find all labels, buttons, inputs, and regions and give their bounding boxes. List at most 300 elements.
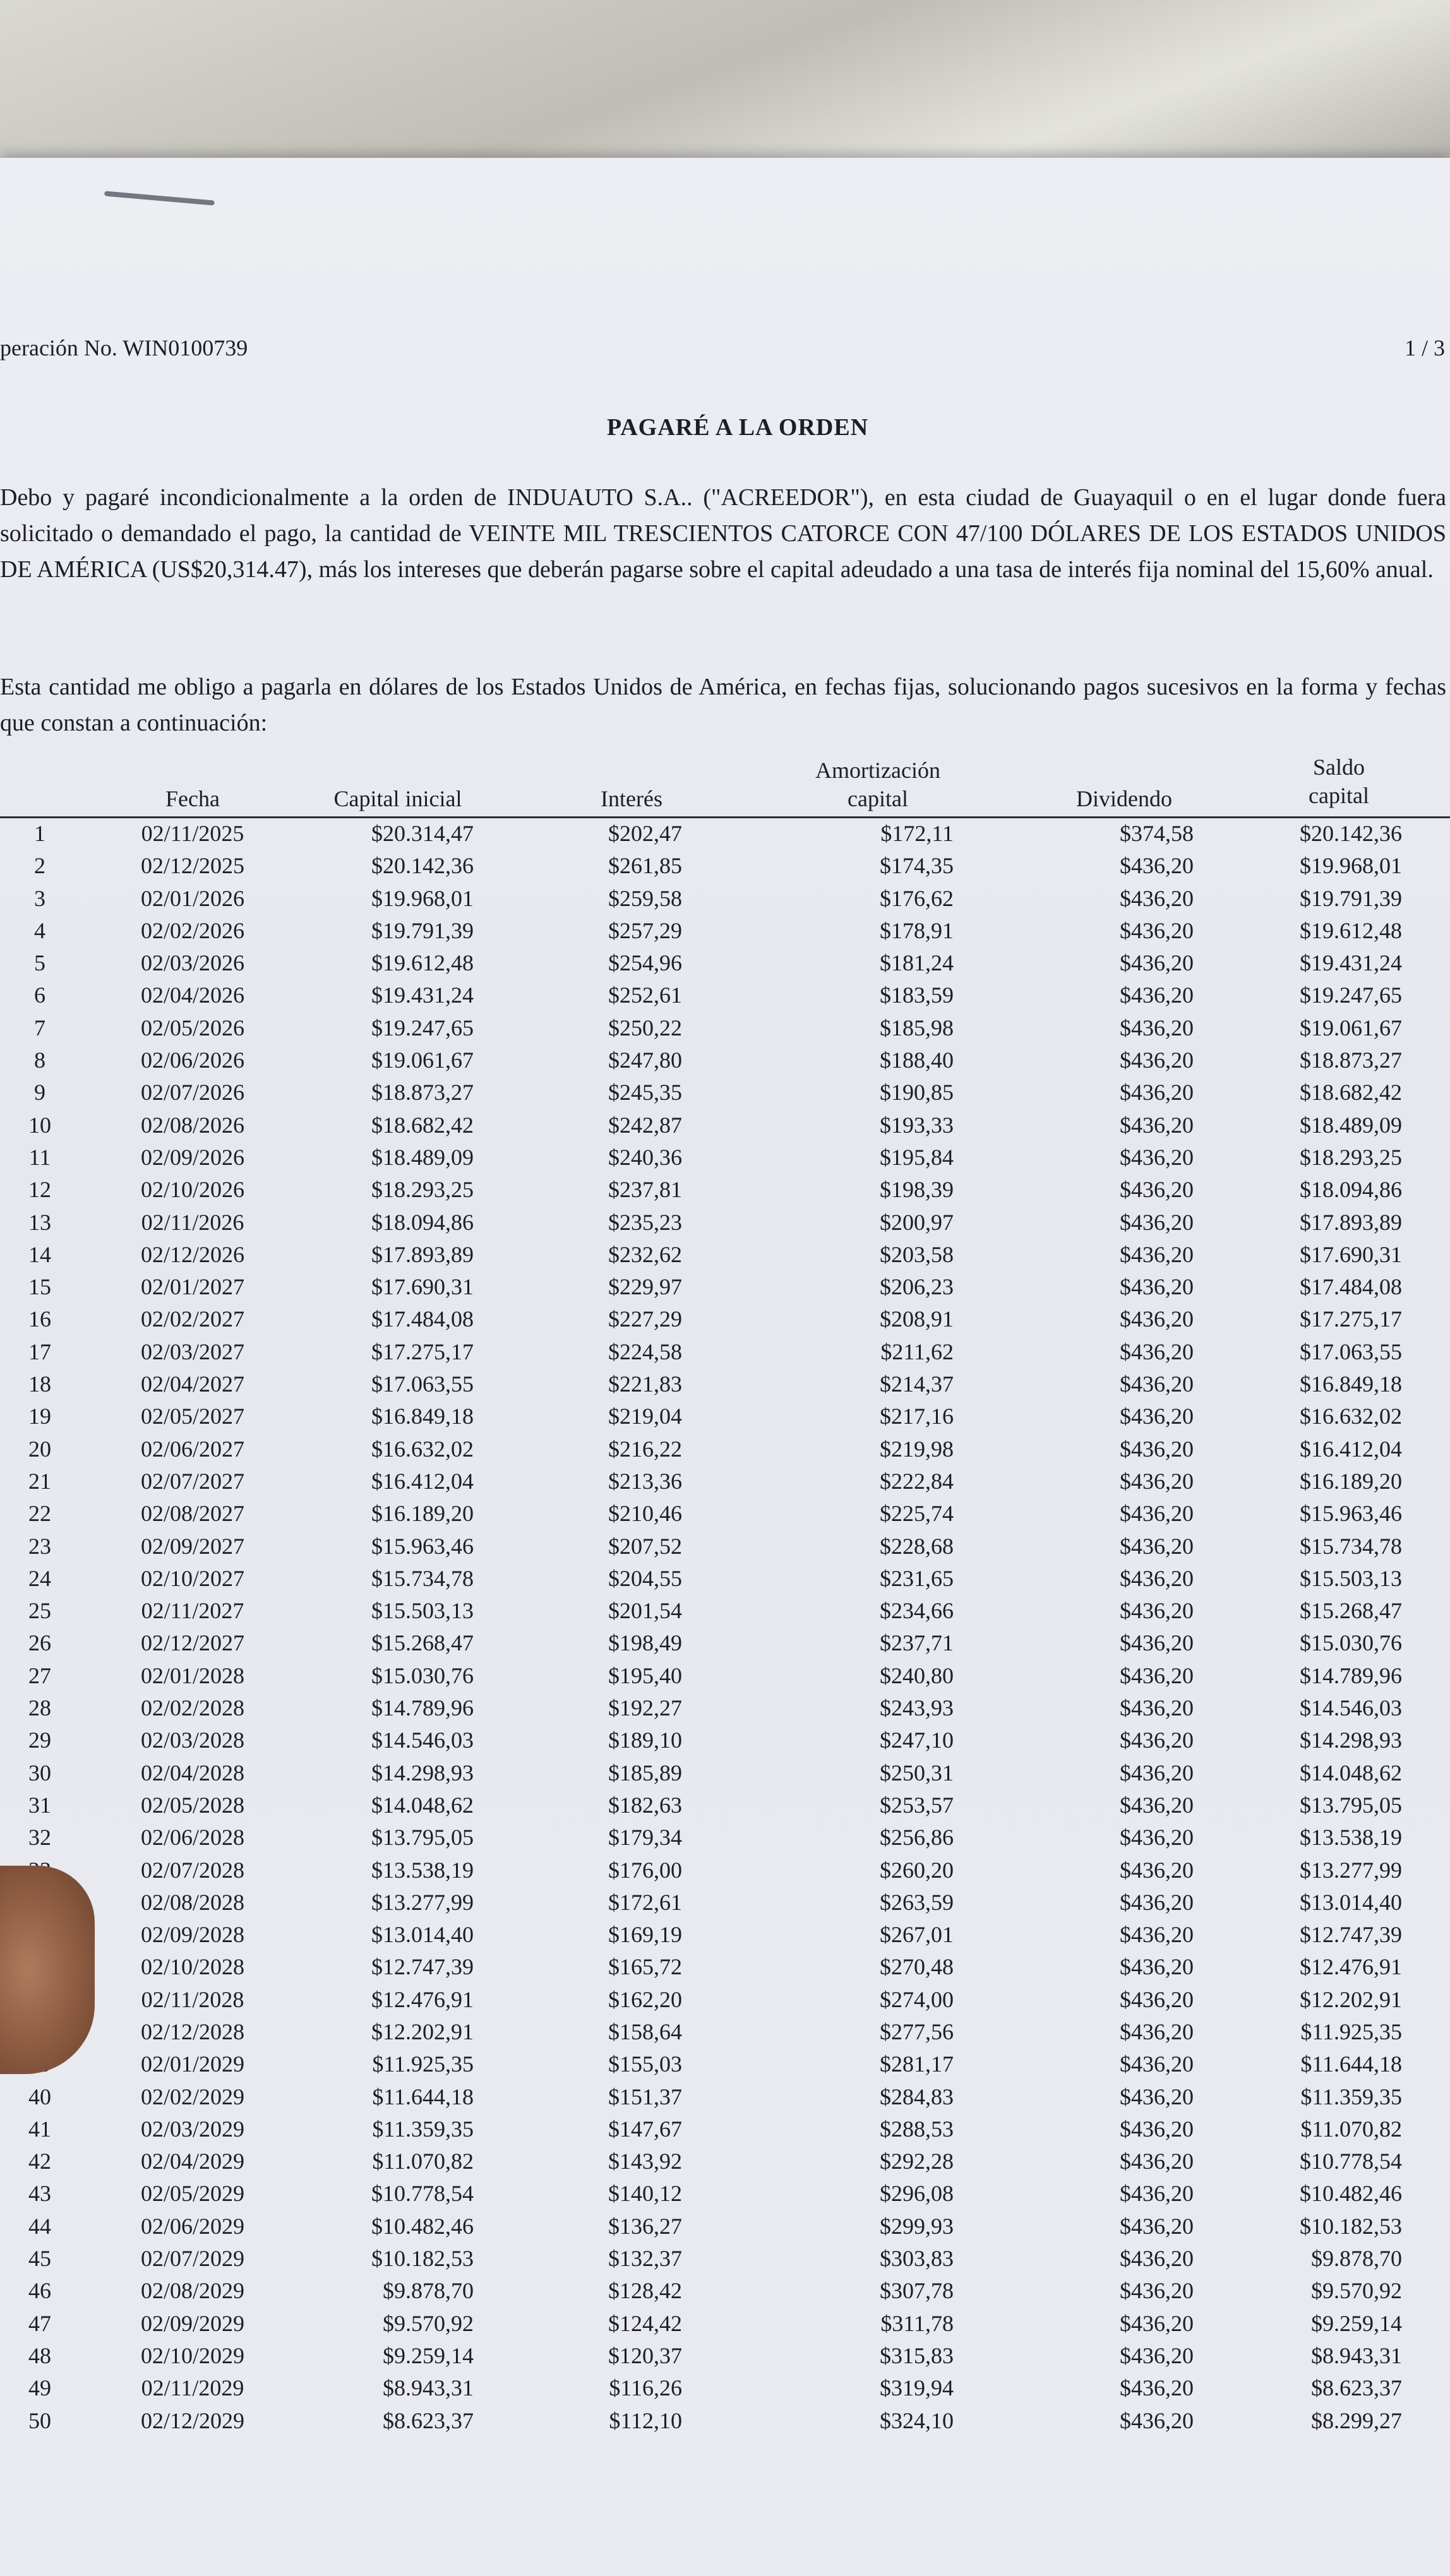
row-fecha: 02/11/2028 xyxy=(141,1986,244,2012)
table-row xyxy=(0,2210,1450,2243)
row-dividendo: $436,20 xyxy=(1120,2246,1194,2272)
row-saldo: $12.202,91 xyxy=(1300,1986,1402,2012)
row-amortizacion: $256,86 xyxy=(880,1825,954,1851)
table-header xyxy=(0,754,1450,818)
row-number: 7 xyxy=(34,1015,45,1041)
table-row xyxy=(0,1854,1450,1887)
row-amortizacion: $200,97 xyxy=(880,1209,954,1235)
page-number: 1 / 3 xyxy=(1404,335,1445,361)
row-capital-inicial: $13.795,05 xyxy=(371,1825,474,1851)
row-number: 10 xyxy=(28,1112,51,1138)
row-amortizacion: $311,78 xyxy=(880,2310,954,2336)
row-interes: $116,26 xyxy=(609,2375,682,2401)
row-fecha: 02/09/2027 xyxy=(140,1533,244,1559)
row-dividendo: $436,20 xyxy=(1120,2149,1194,2174)
row-capital-inicial: $8.623,37 xyxy=(383,2407,474,2433)
row-number: 50 xyxy=(28,2407,51,2433)
row-number: 9 xyxy=(34,1080,45,1106)
table-row xyxy=(0,2243,1450,2275)
row-dividendo: $436,20 xyxy=(1120,1986,1194,2012)
row-dividendo: $436,20 xyxy=(1120,1371,1194,1397)
row-number: 14 xyxy=(28,1241,51,1267)
row-fecha: 02/12/2029 xyxy=(140,2407,244,2433)
row-dividendo: $436,20 xyxy=(1120,2310,1194,2336)
row-dividendo: $436,20 xyxy=(1120,1857,1194,1883)
row-capital-inicial: $11.070,82 xyxy=(372,2149,474,2174)
row-interes: $120,37 xyxy=(608,2342,682,2368)
row-amortizacion: $303,83 xyxy=(880,2246,954,2272)
row-interes: $237,81 xyxy=(608,1177,682,1203)
row-dividendo: $436,20 xyxy=(1120,1825,1194,1851)
row-number: 16 xyxy=(28,1306,51,1332)
row-dividendo: $436,20 xyxy=(1120,1598,1194,1624)
row-interes: $158,64 xyxy=(608,2018,682,2044)
table-row xyxy=(0,2081,1450,2113)
row-amortizacion: $195,84 xyxy=(880,1144,954,1170)
row-number: 18 xyxy=(28,1371,51,1397)
row-capital-inicial: $14.298,93 xyxy=(371,1760,474,1786)
row-amortizacion: $211,62 xyxy=(880,1339,954,1364)
row-fecha: 02/05/2028 xyxy=(140,1792,244,1818)
row-number: 6 xyxy=(34,982,45,1008)
row-capital-inicial: $17.275,17 xyxy=(371,1339,474,1364)
row-dividendo: $436,20 xyxy=(1120,1177,1194,1203)
row-number: 23 xyxy=(28,1533,51,1559)
row-capital-inicial: $9.259,14 xyxy=(383,2342,474,2368)
table-row xyxy=(0,1789,1450,1822)
operation-number: peración No. WIN0100739 xyxy=(0,335,248,361)
row-fecha: 02/11/2026 xyxy=(141,1209,244,1235)
row-number: 15 xyxy=(28,1274,51,1300)
row-saldo: $18.873,27 xyxy=(1300,1047,1402,1073)
row-saldo: $11.359,35 xyxy=(1300,2084,1402,2109)
row-interes: $198,49 xyxy=(608,1630,682,1656)
row-capital-inicial: $15.963,46 xyxy=(371,1533,474,1559)
table-row xyxy=(0,1724,1450,1756)
row-interes: $182,63 xyxy=(608,1792,682,1818)
row-capital-inicial: $15.030,76 xyxy=(371,1662,474,1688)
row-fecha: 02/05/2027 xyxy=(140,1404,244,1429)
row-capital-inicial: $19.431,24 xyxy=(371,982,474,1008)
table-row xyxy=(0,1368,1450,1400)
row-saldo: $16.632,02 xyxy=(1300,1404,1402,1429)
row-interes: $165,72 xyxy=(608,1954,682,1980)
holding-finger xyxy=(0,1866,95,2074)
table-row xyxy=(0,2178,1450,2210)
row-capital-inicial: $16.189,20 xyxy=(371,1501,474,1527)
row-fecha: 02/02/2029 xyxy=(140,2084,244,2109)
row-dividendo: $436,20 xyxy=(1120,1565,1194,1591)
table-row xyxy=(0,1530,1450,1563)
row-dividendo: $436,20 xyxy=(1120,2051,1194,2077)
row-fecha: 02/10/2028 xyxy=(140,1954,244,1980)
row-number: 20 xyxy=(28,1436,51,1462)
row-interes: $254,96 xyxy=(608,950,682,976)
row-interes: $192,27 xyxy=(608,1695,682,1721)
table-row xyxy=(0,1757,1450,1789)
row-number: 49 xyxy=(28,2375,51,2401)
table-row xyxy=(0,2372,1450,2404)
row-dividendo: $436,20 xyxy=(1120,1015,1194,1041)
row-number: 22 xyxy=(28,1501,51,1527)
row-number: 42 xyxy=(28,2149,51,2174)
row-fecha: 02/12/2026 xyxy=(140,1241,244,1267)
row-fecha: 02/08/2029 xyxy=(140,2278,244,2304)
row-interes: $151,37 xyxy=(608,2084,682,2109)
row-saldo: $13.538,19 xyxy=(1300,1825,1402,1851)
row-capital-inicial: $11.359,35 xyxy=(372,2116,474,2142)
row-saldo: $9.259,14 xyxy=(1311,2310,1402,2336)
row-capital-inicial: $17.063,55 xyxy=(371,1371,474,1397)
row-amortizacion: $237,71 xyxy=(880,1630,954,1656)
row-saldo: $16.412,04 xyxy=(1300,1436,1402,1462)
row-interes: $207,52 xyxy=(608,1533,682,1559)
row-dividendo: $436,20 xyxy=(1120,1144,1194,1170)
table-row xyxy=(0,915,1450,947)
row-amortizacion: $222,84 xyxy=(880,1468,954,1494)
row-interes: $229,97 xyxy=(608,1274,682,1300)
row-dividendo: $436,20 xyxy=(1120,2407,1194,2433)
row-interes: $259,58 xyxy=(608,885,682,911)
row-dividendo: $436,20 xyxy=(1120,1533,1194,1559)
row-fecha: 02/07/2028 xyxy=(140,1857,244,1883)
row-number: 25 xyxy=(28,1598,51,1624)
row-interes: $242,87 xyxy=(608,1112,682,1138)
row-interes: $227,29 xyxy=(608,1306,682,1332)
row-saldo: $14.789,96 xyxy=(1300,1662,1402,1688)
row-dividendo: $436,20 xyxy=(1120,2342,1194,2368)
table-row xyxy=(0,2145,1450,2178)
row-amortizacion: $292,28 xyxy=(880,2149,954,2174)
row-dividendo: $436,20 xyxy=(1120,885,1194,911)
row-dividendo: $436,20 xyxy=(1120,1760,1194,1786)
row-fecha: 02/04/2027 xyxy=(140,1371,244,1397)
header-saldo: Saldo xyxy=(1312,754,1365,780)
header-fecha: Fecha xyxy=(165,786,220,811)
row-number: 1 xyxy=(34,821,45,846)
row-dividendo: $436,20 xyxy=(1120,1436,1194,1462)
row-dividendo: $436,20 xyxy=(1120,1922,1194,1948)
row-dividendo: $436,20 xyxy=(1120,2375,1194,2401)
row-fecha: 02/09/2029 xyxy=(140,2310,244,2336)
table-row xyxy=(0,2340,1450,2372)
row-capital-inicial: $10.778,54 xyxy=(371,2181,474,2207)
row-number: 2 xyxy=(34,853,45,879)
row-capital-inicial: $19.968,01 xyxy=(371,885,474,911)
row-saldo: $8.299,27 xyxy=(1311,2407,1402,2433)
row-capital-inicial: $10.182,53 xyxy=(371,2246,474,2272)
row-capital-inicial: $15.734,78 xyxy=(371,1565,474,1591)
row-capital-inicial: $19.612,48 xyxy=(371,950,474,976)
row-number: 8 xyxy=(34,1047,45,1073)
table-row xyxy=(0,1951,1450,1983)
row-capital-inicial: $16.632,02 xyxy=(371,1436,474,1462)
table-row xyxy=(0,947,1450,979)
header-saldo-capital: capital xyxy=(1309,783,1369,808)
table-row xyxy=(0,1660,1450,1692)
row-capital-inicial: $11.644,18 xyxy=(372,2084,474,2109)
table-row xyxy=(0,1207,1450,1239)
header-capital-inicial: Capital inicial xyxy=(333,786,462,811)
row-amortizacion: $219,98 xyxy=(880,1436,954,1462)
row-fecha: 02/02/2027 xyxy=(140,1306,244,1332)
row-amortizacion: $178,91 xyxy=(880,917,954,943)
row-saldo: $17.275,17 xyxy=(1300,1306,1402,1332)
row-capital-inicial: $17.893,89 xyxy=(371,1241,474,1267)
row-fecha: 02/05/2026 xyxy=(140,1015,244,1041)
table-row xyxy=(0,2308,1450,2340)
row-saldo: $17.893,89 xyxy=(1300,1209,1402,1235)
row-amortizacion: $270,48 xyxy=(880,1954,954,1980)
table-row xyxy=(0,1887,1450,1919)
row-interes: $216,22 xyxy=(608,1436,682,1462)
row-amortizacion: $263,59 xyxy=(880,1889,954,1915)
row-saldo: $15.030,76 xyxy=(1300,1630,1402,1656)
row-capital-inicial: $18.293,25 xyxy=(371,1177,474,1203)
row-capital-inicial: $19.791,39 xyxy=(371,917,474,943)
row-saldo: $10.482,46 xyxy=(1300,2181,1402,2207)
row-number: 27 xyxy=(28,1662,51,1688)
row-saldo: $9.878,70 xyxy=(1311,2246,1402,2272)
row-interes: $195,40 xyxy=(608,1662,682,1688)
table-row xyxy=(0,1919,1450,1951)
document-title: PAGARÉ A LA ORDEN xyxy=(606,414,869,441)
table-row xyxy=(0,1142,1450,1174)
row-interes: $221,83 xyxy=(608,1371,682,1397)
row-saldo: $13.795,05 xyxy=(1300,1792,1402,1818)
table-row xyxy=(0,1465,1450,1498)
row-amortizacion: $193,33 xyxy=(880,1112,954,1138)
row-fecha: 02/01/2026 xyxy=(140,885,244,911)
row-capital-inicial: $17.690,31 xyxy=(371,1274,474,1300)
row-dividendo: $436,20 xyxy=(1120,1727,1194,1753)
row-amortizacion: $225,74 xyxy=(880,1501,954,1527)
row-dividendo: $436,20 xyxy=(1120,982,1194,1008)
row-fecha: 02/08/2026 xyxy=(140,1112,244,1138)
row-capital-inicial: $19.247,65 xyxy=(371,1015,474,1041)
row-number: 45 xyxy=(28,2246,51,2272)
row-dividendo: $436,20 xyxy=(1120,1339,1194,1364)
row-fecha: 02/12/2027 xyxy=(140,1630,244,1656)
header-interes: Interés xyxy=(601,786,662,811)
row-fecha: 02/10/2029 xyxy=(140,2342,244,2368)
row-interes: $185,89 xyxy=(608,1760,682,1786)
table-row xyxy=(0,2016,1450,2048)
row-saldo: $12.747,39 xyxy=(1300,1922,1402,1948)
row-dividendo: $436,20 xyxy=(1120,2116,1194,2142)
row-capital-inicial: $15.503,13 xyxy=(371,1598,474,1624)
row-saldo: $19.431,24 xyxy=(1300,950,1402,976)
row-dividendo: $436,20 xyxy=(1120,853,1194,879)
row-fecha: 02/08/2028 xyxy=(140,1889,244,1915)
row-interes: $124,42 xyxy=(608,2310,682,2336)
row-saldo: $20.142,36 xyxy=(1300,821,1402,846)
row-interes: $140,12 xyxy=(608,2181,682,2207)
table-row xyxy=(0,818,1450,850)
row-number: 5 xyxy=(34,950,45,976)
row-number: 17 xyxy=(28,1339,51,1364)
row-dividendo: $436,20 xyxy=(1120,1468,1194,1494)
row-capital-inicial: $12.747,39 xyxy=(371,1954,474,1980)
row-amortizacion: $176,62 xyxy=(880,885,954,911)
row-number: 12 xyxy=(28,1177,51,1203)
row-saldo: $17.063,55 xyxy=(1300,1339,1402,1364)
row-interes: $179,34 xyxy=(608,1825,682,1851)
row-capital-inicial: $12.476,91 xyxy=(371,1986,474,2012)
row-fecha: 02/07/2027 xyxy=(140,1468,244,1494)
table-row xyxy=(0,1595,1450,1627)
row-fecha: 02/09/2028 xyxy=(140,1922,244,1948)
row-saldo: $18.293,25 xyxy=(1300,1144,1402,1170)
row-saldo: $17.690,31 xyxy=(1300,1241,1402,1267)
row-saldo: $10.182,53 xyxy=(1300,2213,1402,2239)
row-saldo: $18.489,09 xyxy=(1300,1112,1402,1138)
row-saldo: $19.061,67 xyxy=(1300,1015,1402,1041)
row-interes: $245,35 xyxy=(608,1080,682,1106)
row-amortizacion: $253,57 xyxy=(880,1792,954,1818)
table-row xyxy=(0,1109,1450,1142)
row-amortizacion: $172,11 xyxy=(880,821,954,846)
row-fecha: 02/02/2028 xyxy=(140,1695,244,1721)
table-row xyxy=(0,1076,1450,1109)
row-dividendo: $436,20 xyxy=(1120,2278,1194,2304)
row-fecha: 02/07/2029 xyxy=(140,2246,244,2272)
row-number: 28 xyxy=(28,1695,51,1721)
row-amortizacion: $188,40 xyxy=(880,1047,954,1073)
row-number: 32 xyxy=(28,1825,51,1851)
row-amortizacion: $206,23 xyxy=(880,1274,954,1300)
table-row xyxy=(0,1984,1450,2016)
row-amortizacion: $250,31 xyxy=(880,1760,954,1786)
row-amortizacion: $315,83 xyxy=(880,2342,954,2368)
row-capital-inicial: $10.482,46 xyxy=(371,2213,474,2239)
row-saldo: $14.048,62 xyxy=(1300,1760,1402,1786)
table-row xyxy=(0,979,1450,1011)
row-saldo: $10.778,54 xyxy=(1300,2149,1402,2174)
amortization-table xyxy=(0,754,1450,2437)
row-interes: $155,03 xyxy=(608,2051,682,2077)
row-fecha: 02/01/2029 xyxy=(140,2051,244,2077)
row-number: 46 xyxy=(28,2278,51,2304)
row-dividendo: $436,20 xyxy=(1120,2084,1194,2109)
row-amortizacion: $198,39 xyxy=(880,1177,954,1203)
row-saldo: $11.925,35 xyxy=(1300,2018,1402,2044)
row-interes: $224,58 xyxy=(608,1339,682,1364)
row-capital-inicial: $12.202,91 xyxy=(371,2018,474,2044)
row-fecha: 02/07/2026 xyxy=(140,1080,244,1106)
row-capital-inicial: $19.061,67 xyxy=(371,1047,474,1073)
row-amortizacion: $281,17 xyxy=(880,2051,954,2077)
row-interes: $162,20 xyxy=(608,1986,682,2012)
row-fecha: 02/01/2028 xyxy=(140,1662,244,1688)
row-number: 47 xyxy=(28,2310,51,2336)
row-capital-inicial: $8.943,31 xyxy=(383,2375,474,2401)
row-dividendo: $436,20 xyxy=(1120,950,1194,976)
row-dividendo: $436,20 xyxy=(1120,1662,1194,1688)
row-saldo: $18.682,42 xyxy=(1300,1080,1402,1106)
row-dividendo: $436,20 xyxy=(1120,2018,1194,2044)
row-fecha: 02/03/2028 xyxy=(140,1727,244,1753)
row-interes: $202,47 xyxy=(608,821,682,846)
row-fecha: 02/02/2026 xyxy=(140,917,244,943)
row-capital-inicial: $11.925,35 xyxy=(372,2051,474,2077)
row-interes: $128,42 xyxy=(608,2278,682,2304)
row-interes: $132,37 xyxy=(608,2246,682,2272)
row-saldo: $15.734,78 xyxy=(1300,1533,1402,1559)
row-fecha: 02/10/2027 xyxy=(140,1565,244,1591)
row-number: 13 xyxy=(28,1209,51,1235)
row-dividendo: $436,20 xyxy=(1120,1501,1194,1527)
row-dividendo: $436,20 xyxy=(1120,2213,1194,2239)
row-dividendo: $436,20 xyxy=(1120,1792,1194,1818)
row-amortizacion: $228,68 xyxy=(880,1533,954,1559)
row-amortizacion: $243,93 xyxy=(880,1695,954,1721)
row-interes: $176,00 xyxy=(608,1857,682,1883)
row-amortizacion: $319,94 xyxy=(880,2375,954,2401)
row-amortizacion: $217,16 xyxy=(880,1404,954,1429)
row-capital-inicial: $17.484,08 xyxy=(371,1306,474,1332)
row-fecha: 02/03/2029 xyxy=(140,2116,244,2142)
row-saldo: $14.298,93 xyxy=(1300,1727,1402,1753)
row-interes: $201,54 xyxy=(608,1598,682,1624)
row-capital-inicial: $16.412,04 xyxy=(371,1468,474,1494)
row-interes: $210,46 xyxy=(608,1501,682,1527)
row-number: 3 xyxy=(34,885,45,911)
row-fecha: 02/04/2028 xyxy=(140,1760,244,1786)
row-dividendo: $436,20 xyxy=(1120,917,1194,943)
row-number: 4 xyxy=(34,917,45,943)
row-capital-inicial: $18.682,42 xyxy=(371,1112,474,1138)
row-dividendo: $436,20 xyxy=(1120,1209,1194,1235)
row-amortizacion: $296,08 xyxy=(880,2181,954,2207)
row-capital-inicial: $18.873,27 xyxy=(371,1080,474,1106)
row-fecha: 02/06/2027 xyxy=(140,1436,244,1462)
row-saldo: $11.070,82 xyxy=(1300,2116,1402,2142)
row-amortizacion: $181,24 xyxy=(880,950,954,976)
row-amortizacion: $240,80 xyxy=(880,1662,954,1688)
row-number: 26 xyxy=(28,1630,51,1656)
row-interes: $189,10 xyxy=(608,1727,682,1753)
row-saldo: $15.963,46 xyxy=(1300,1501,1402,1527)
table-row xyxy=(0,1336,1450,1368)
row-dividendo: $436,20 xyxy=(1120,1630,1194,1656)
row-capital-inicial: $20.142,36 xyxy=(371,853,474,879)
payment-terms-paragraph: Esta cantidad me obligo a pagarla en dólares de los Estados Unidos de América, en fechas fijas, solucionando pagos sucesivos en la forma y fechas que constan a continuación: xyxy=(0,674,1446,736)
row-saldo: $13.277,99 xyxy=(1300,1857,1402,1883)
row-capital-inicial: $9.570,92 xyxy=(383,2310,474,2336)
row-dividendo: $436,20 xyxy=(1120,1080,1194,1106)
row-dividendo: $436,20 xyxy=(1120,2181,1194,2207)
row-amortizacion: $203,58 xyxy=(880,1241,954,1267)
row-capital-inicial: $13.014,40 xyxy=(371,1922,474,1948)
row-fecha: 02/06/2029 xyxy=(140,2213,244,2239)
table-row xyxy=(0,1692,1450,1724)
row-fecha: 02/11/2029 xyxy=(141,2375,244,2401)
row-amortizacion: $185,98 xyxy=(880,1015,954,1041)
row-capital-inicial: $9.878,70 xyxy=(383,2278,474,2304)
row-fecha: 02/12/2025 xyxy=(140,853,244,879)
row-saldo: $11.644,18 xyxy=(1300,2051,1402,2077)
row-fecha: 02/04/2026 xyxy=(140,982,244,1008)
row-amortizacion: $288,53 xyxy=(880,2116,954,2142)
row-amortizacion: $234,66 xyxy=(880,1598,954,1624)
row-interes: $247,80 xyxy=(608,1047,682,1073)
row-interes: $235,23 xyxy=(608,1209,682,1235)
table-row xyxy=(0,1433,1450,1465)
row-capital-inicial: $20.314,47 xyxy=(371,821,474,846)
row-interes: $204,55 xyxy=(608,1565,682,1591)
row-interes: $136,27 xyxy=(608,2213,682,2239)
